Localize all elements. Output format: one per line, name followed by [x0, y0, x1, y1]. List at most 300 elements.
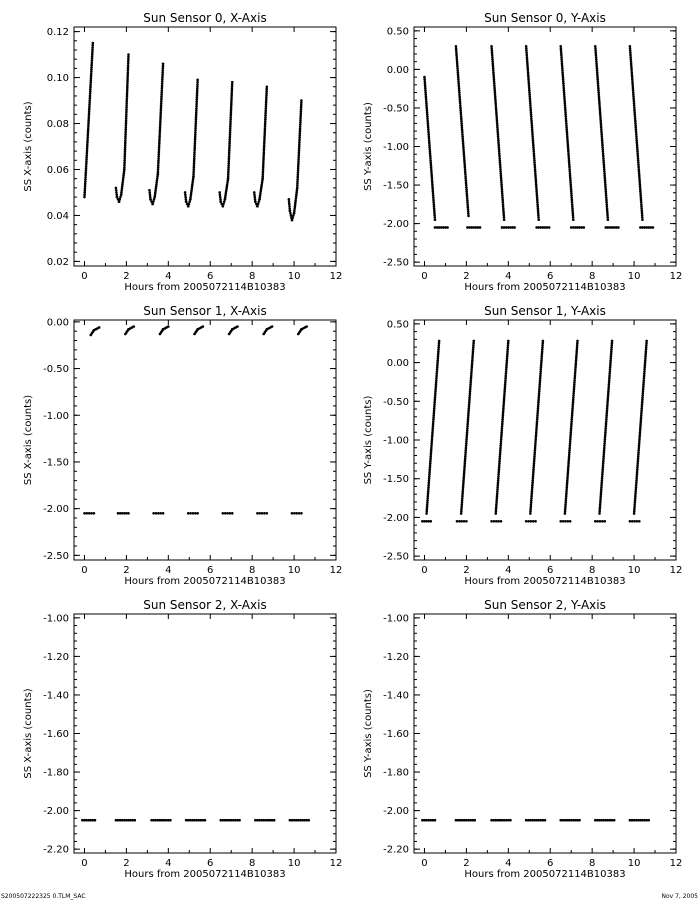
data-point — [167, 325, 170, 328]
x-axis-label: Hours from 2005072114B10383 — [124, 869, 286, 880]
data-segment-3 — [525, 819, 546, 822]
data-point — [125, 109, 128, 112]
data-segment-13 — [629, 520, 641, 523]
data-segment-5 — [594, 819, 615, 822]
data-segment-4 — [559, 45, 574, 221]
data-point — [222, 203, 225, 206]
data-point — [292, 214, 295, 217]
data-point — [544, 819, 547, 822]
x-tick-label: 12 — [669, 565, 683, 576]
data-point — [86, 512, 89, 515]
x-tick-label: 10 — [627, 271, 641, 282]
x-tick-label: 0 — [81, 858, 88, 869]
data-point — [467, 206, 470, 209]
data-point — [162, 512, 165, 515]
x-tick-label: 12 — [329, 565, 343, 576]
data-point — [527, 520, 530, 523]
data-point — [254, 198, 257, 201]
data-point — [157, 160, 160, 163]
data-point — [638, 520, 641, 523]
data-point — [464, 166, 467, 169]
x-tick-label: 4 — [165, 858, 172, 869]
chart-title: Sun Sensor 1, Y-Axis — [484, 304, 606, 318]
data-point — [132, 325, 135, 328]
data-point — [126, 97, 129, 100]
data-point — [458, 87, 461, 90]
data-point — [300, 512, 303, 515]
data-point — [582, 226, 585, 229]
data-point — [162, 65, 165, 68]
chart-panel-3 — [363, 304, 682, 587]
data-point — [127, 62, 130, 65]
data-point — [231, 512, 234, 515]
y-tick-label: -2.00 — [383, 512, 409, 524]
data-point — [572, 218, 575, 221]
data-point — [127, 67, 130, 70]
data-segment-1 — [115, 53, 130, 203]
data-segment-2 — [490, 819, 511, 822]
data-segment-5 — [594, 45, 609, 221]
y-tick-label: -2.00 — [43, 504, 69, 516]
y-tick-label: -2.50 — [383, 257, 409, 269]
y-axis-label: SS Y-axis (counts) — [363, 102, 374, 191]
data-point — [160, 104, 163, 107]
x-tick-label: 2 — [123, 271, 130, 282]
data-segment-6 — [633, 340, 648, 515]
y-tick-label: -1.80 — [43, 767, 69, 779]
data-segment-5 — [254, 819, 275, 822]
data-point — [288, 205, 291, 208]
data-segment-8 — [117, 512, 130, 515]
data-point — [192, 512, 195, 515]
data-point — [647, 819, 650, 822]
data-segment-8 — [456, 520, 468, 523]
y-tick-label: -0.50 — [383, 103, 409, 115]
y-tick-label: -2.00 — [383, 806, 409, 818]
data-point — [196, 79, 199, 82]
data-point — [125, 124, 128, 127]
data-point — [123, 168, 126, 171]
data-point — [460, 120, 463, 123]
chart-title: Sun Sensor 1, X-Axis — [143, 304, 267, 318]
x-tick-label: 4 — [505, 271, 512, 282]
data-point — [160, 91, 163, 94]
x-tick-label: 10 — [287, 271, 301, 282]
data-segment-6 — [629, 819, 650, 822]
y-tick-label: -2.00 — [43, 806, 69, 818]
y-tick-label: -1.00 — [383, 435, 409, 447]
data-point — [98, 326, 101, 329]
data-segment-6 — [297, 325, 308, 335]
data-point — [126, 95, 129, 98]
y-axis-label: SS Y-axis (counts) — [363, 395, 374, 485]
x-tick-label: 10 — [287, 858, 301, 869]
data-segment-0 — [89, 326, 100, 336]
data-point — [204, 819, 207, 822]
data-point — [93, 512, 96, 515]
data-segment-4 — [218, 81, 233, 208]
data-point — [157, 512, 160, 515]
data-point — [222, 512, 225, 515]
data-point — [434, 218, 437, 221]
data-point — [258, 512, 261, 515]
data-point — [126, 86, 129, 89]
chart-title: Sun Sensor 0, X-Axis — [143, 11, 267, 25]
data-segment-3 — [184, 79, 199, 208]
y-tick-label: 0.00 — [46, 317, 69, 329]
data-point — [466, 193, 469, 196]
data-point — [607, 218, 610, 221]
data-point — [124, 131, 127, 134]
data-point — [185, 198, 188, 201]
data-segment-7 — [83, 512, 95, 515]
data-point — [158, 151, 161, 154]
data-point — [94, 819, 97, 822]
data-point — [455, 45, 458, 48]
data-point — [456, 520, 459, 523]
data-point — [455, 54, 458, 57]
chart-title: Sun Sensor 0, Y-Axis — [484, 11, 606, 25]
chart-panel-2 — [23, 304, 342, 587]
y-tick-label: 0.06 — [46, 164, 69, 176]
footer-filename: S200507222325 0.TLM_SAC — [1, 893, 86, 900]
data-point — [126, 100, 129, 103]
data-point — [152, 512, 155, 515]
data-segment-2 — [490, 45, 505, 221]
data-point — [124, 135, 127, 138]
data-point — [253, 193, 256, 196]
data-point — [479, 226, 482, 229]
x-tick-label: 2 — [463, 858, 470, 869]
data-point — [465, 179, 468, 182]
data-point — [115, 189, 118, 192]
data-point — [218, 191, 221, 194]
x-tick-label: 0 — [421, 858, 428, 869]
data-segment-1 — [455, 45, 470, 217]
data-point — [495, 520, 498, 523]
data-point — [127, 512, 130, 515]
data-point — [513, 226, 516, 229]
data-point — [123, 155, 126, 158]
data-point — [155, 512, 158, 515]
data-segment-7 — [434, 226, 449, 229]
data-segment-5 — [262, 325, 273, 335]
data-point — [291, 512, 294, 515]
data-segment-9 — [152, 512, 164, 515]
data-point — [261, 512, 264, 515]
data-segment-2 — [148, 62, 164, 205]
data-point — [461, 124, 464, 127]
y-tick-label: -1.50 — [383, 474, 409, 486]
data-point — [254, 200, 257, 203]
data-point — [507, 340, 510, 343]
data-point — [184, 191, 187, 194]
data-point — [288, 200, 291, 203]
data-segment-6 — [289, 819, 310, 822]
data-point — [124, 144, 127, 147]
data-point — [456, 60, 459, 63]
data-point — [219, 198, 222, 201]
data-segment-7 — [421, 520, 432, 523]
x-tick-label: 6 — [207, 271, 214, 282]
data-point — [126, 82, 129, 85]
data-point — [425, 102, 428, 105]
y-tick-label: -1.00 — [43, 613, 69, 625]
data-point — [157, 171, 160, 174]
y-tick-label: -2.00 — [383, 219, 409, 231]
x-tick-label: 0 — [421, 271, 428, 282]
data-point — [123, 162, 126, 165]
data-point — [126, 78, 129, 81]
data-point — [290, 214, 293, 217]
data-point — [127, 53, 130, 56]
data-point — [127, 64, 130, 67]
x-tick-label: 8 — [588, 565, 596, 576]
data-segment-12 — [604, 226, 619, 229]
data-point — [127, 55, 130, 58]
data-point — [149, 193, 152, 196]
x-tick-label: 4 — [165, 271, 172, 282]
data-point — [88, 512, 91, 515]
data-point — [271, 325, 274, 328]
data-point — [126, 89, 129, 92]
data-segment-9 — [501, 226, 516, 229]
data-point — [462, 149, 465, 152]
data-point — [223, 200, 226, 203]
data-point — [464, 173, 467, 176]
chart-panel-0 — [23, 11, 342, 293]
data-point — [500, 520, 503, 523]
footer-date: Nov 7, 2005 — [661, 893, 698, 900]
data-point — [157, 173, 160, 176]
data-point — [126, 73, 129, 76]
data-point — [238, 819, 241, 822]
x-tick-label: 2 — [463, 271, 470, 282]
x-tick-label: 6 — [547, 858, 554, 869]
data-point — [569, 520, 572, 523]
data-point — [263, 512, 266, 515]
data-point — [226, 512, 229, 515]
data-point — [466, 197, 469, 200]
data-point — [158, 142, 161, 145]
x-tick-label: 2 — [123, 565, 130, 576]
data-point — [157, 166, 160, 169]
data-point — [461, 126, 464, 129]
data-point — [124, 142, 127, 145]
data-point — [629, 520, 632, 523]
data-point — [288, 198, 291, 201]
data-point — [257, 203, 260, 206]
data-point — [465, 186, 468, 189]
data-point — [455, 52, 458, 55]
data-point — [157, 162, 160, 165]
data-point — [564, 520, 567, 523]
data-point — [118, 200, 121, 203]
y-axis-label: SS X-axis (counts) — [23, 688, 34, 779]
data-point — [461, 133, 464, 136]
y-tick-label: -0.50 — [43, 364, 69, 376]
data-segment-13 — [291, 512, 303, 515]
data-point — [123, 166, 126, 169]
data-point — [472, 340, 475, 343]
data-point — [273, 819, 276, 822]
data-point — [219, 200, 222, 203]
data-point — [124, 148, 127, 151]
chart-panel-5 — [363, 598, 682, 880]
data-point — [187, 205, 190, 208]
data-point — [123, 157, 126, 160]
y-tick-label: -1.50 — [383, 180, 409, 192]
data-point — [463, 160, 466, 163]
data-point — [460, 113, 463, 116]
plot-frame — [74, 614, 336, 853]
data-point — [185, 200, 188, 203]
data-point — [463, 155, 466, 158]
data-segment-4 — [219, 819, 240, 822]
data-point — [196, 512, 199, 515]
x-tick-label: 10 — [287, 565, 301, 576]
x-tick-label: 8 — [248, 858, 256, 869]
data-point — [438, 340, 441, 343]
data-segment-3 — [529, 340, 544, 515]
data-point — [305, 325, 308, 328]
x-tick-label: 2 — [123, 858, 130, 869]
data-point — [116, 196, 119, 199]
data-point — [611, 340, 614, 343]
x-tick-label: 6 — [207, 858, 214, 869]
y-tick-label: 0.50 — [386, 319, 409, 331]
x-tick-label: 8 — [588, 858, 596, 869]
data-point — [184, 196, 187, 199]
y-axis-label: SS Y-axis (counts) — [363, 689, 374, 778]
data-segment-0 — [423, 76, 436, 221]
data-point — [161, 85, 164, 88]
x-tick-label: 12 — [329, 271, 343, 282]
data-point — [428, 137, 431, 140]
data-point — [133, 819, 136, 822]
x-axis-label: Hours from 2005072114B10383 — [124, 576, 286, 587]
data-segment-4 — [559, 819, 580, 822]
data-point — [641, 218, 644, 221]
y-tick-label: 0.04 — [46, 210, 69, 222]
data-point — [466, 204, 469, 207]
y-tick-label: -1.40 — [383, 690, 409, 702]
data-point — [125, 117, 128, 120]
data-point — [231, 81, 234, 84]
x-axis-label: Hours from 2005072114B10383 — [464, 576, 626, 587]
data-point — [256, 205, 259, 208]
data-point — [434, 819, 437, 822]
chart-title: Sun Sensor 2, Y-Axis — [484, 598, 606, 612]
y-axis-label: SS X-axis (counts) — [23, 101, 34, 192]
data-point — [126, 80, 129, 83]
data-point — [149, 196, 152, 199]
data-point — [158, 149, 161, 152]
data-point — [219, 196, 222, 199]
data-point — [559, 520, 562, 523]
data-point — [462, 146, 465, 149]
data-point — [503, 218, 506, 221]
data-segment-2 — [159, 325, 170, 335]
data-point — [466, 199, 469, 202]
data-point — [458, 91, 461, 94]
data-point — [530, 520, 533, 523]
data-point — [160, 93, 163, 96]
data-point — [159, 122, 162, 125]
y-tick-label: -1.60 — [43, 729, 69, 740]
data-point — [123, 159, 126, 162]
data-point — [631, 520, 634, 523]
data-point — [291, 219, 294, 222]
data-point — [497, 520, 500, 523]
data-point — [157, 155, 160, 158]
data-point — [127, 71, 130, 74]
data-point — [188, 203, 191, 206]
data-point — [258, 200, 261, 203]
data-point — [307, 819, 310, 822]
data-point — [125, 102, 128, 105]
data-point — [465, 520, 468, 523]
data-point — [83, 512, 86, 515]
data-point — [118, 198, 121, 201]
data-point — [127, 58, 130, 61]
x-tick-label: 0 — [81, 565, 88, 576]
data-point — [125, 106, 128, 109]
data-segment-9 — [490, 520, 502, 523]
y-tick-label: 0.00 — [386, 64, 409, 76]
data-point — [125, 115, 128, 118]
x-tick-label: 4 — [505, 565, 512, 576]
data-segment-0 — [81, 819, 96, 822]
data-point — [473, 819, 476, 822]
data-point — [125, 113, 128, 116]
data-point — [160, 102, 163, 105]
y-tick-label: -2.50 — [383, 551, 409, 563]
data-point — [490, 520, 493, 523]
y-tick-label: -1.80 — [383, 767, 409, 779]
data-point — [158, 133, 161, 136]
data-segment-11 — [570, 226, 585, 229]
data-point — [463, 164, 466, 167]
data-point — [161, 87, 164, 90]
data-segment-0 — [425, 340, 440, 515]
data-point — [534, 520, 537, 523]
data-point — [187, 512, 190, 515]
x-tick-label: 8 — [588, 271, 596, 282]
chart-panel-4 — [23, 598, 342, 880]
data-point — [92, 42, 95, 45]
x-tick-label: 6 — [547, 271, 554, 282]
data-point — [151, 203, 154, 206]
x-tick-label: 10 — [627, 565, 641, 576]
data-point — [578, 819, 581, 822]
data-point — [159, 131, 162, 134]
data-point — [229, 512, 232, 515]
data-segment-0 — [83, 42, 94, 199]
data-point — [124, 151, 127, 154]
data-point — [463, 153, 466, 156]
data-point — [562, 520, 565, 523]
data-point — [446, 226, 449, 229]
data-point — [459, 107, 462, 110]
x-tick-label: 8 — [248, 271, 256, 282]
data-point — [537, 218, 540, 221]
data-point — [455, 47, 458, 50]
data-point — [224, 512, 227, 515]
data-point — [236, 325, 239, 328]
y-tick-label: -1.20 — [43, 651, 69, 663]
y-tick-label: 0.08 — [46, 119, 69, 131]
